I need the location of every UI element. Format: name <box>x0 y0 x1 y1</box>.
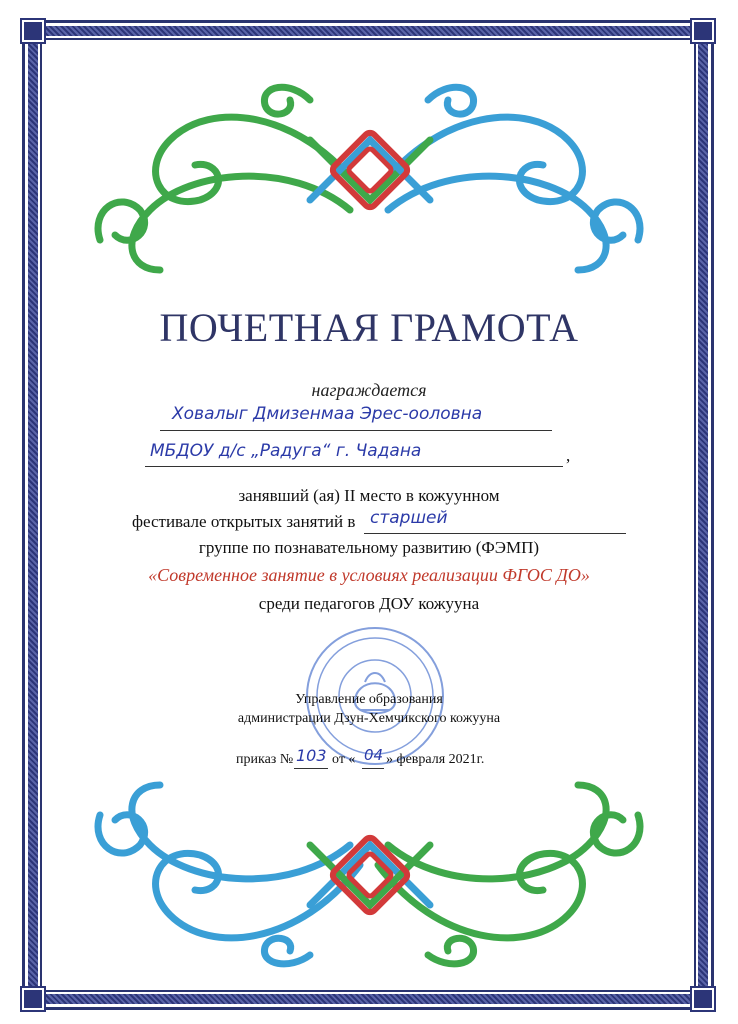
issuer-line-1: Управление образования <box>295 692 443 707</box>
recipient-institution: МБДОУ д/с „Радуга“ г. Чадана <box>150 441 422 461</box>
corner-square-bottom-right <box>692 988 714 1010</box>
group-handwritten: старшей <box>370 508 448 528</box>
issuer-line-2: администрации Дзун-Хемчикского кожууна <box>237 711 501 726</box>
festival-theme: «Современное занятие в условиях реализации ФГОС ДО» <box>148 565 590 585</box>
order-day: 04 <box>364 746 384 764</box>
body-line-5: среди педагогов ДОУ кожууна <box>258 594 480 613</box>
bottom-knot-ornament <box>60 765 678 975</box>
order-number: 103 <box>296 746 327 765</box>
order-suffix: » февраля 2021г. <box>386 752 485 767</box>
order-prefix: приказ № <box>236 752 294 767</box>
top-knot-ornament <box>60 70 678 290</box>
body-line-1: занявший (ая) II место в кожуунном <box>238 486 500 505</box>
order-from: от « <box>332 752 356 767</box>
institution-underline <box>145 466 563 467</box>
group-underline <box>364 533 626 534</box>
body-line-2-prefix: фестивале открытых занятий в <box>132 512 356 531</box>
body-line-3: группе по познавательному развитию (ФЭМП) <box>198 538 540 557</box>
recipient-name: Ховалыг Дмизенмаа Эрес-ооловна <box>172 404 483 424</box>
corner-square-top-left <box>22 20 44 42</box>
corner-square-top-right <box>692 20 714 42</box>
institution-comma: , <box>566 446 571 465</box>
awarded-label: награждается <box>311 380 427 400</box>
page-title: ПОЧЕТНАЯ ГРАМОТА <box>159 305 579 350</box>
corner-square-bottom-left <box>22 988 44 1010</box>
recipient-name-underline <box>160 430 552 431</box>
